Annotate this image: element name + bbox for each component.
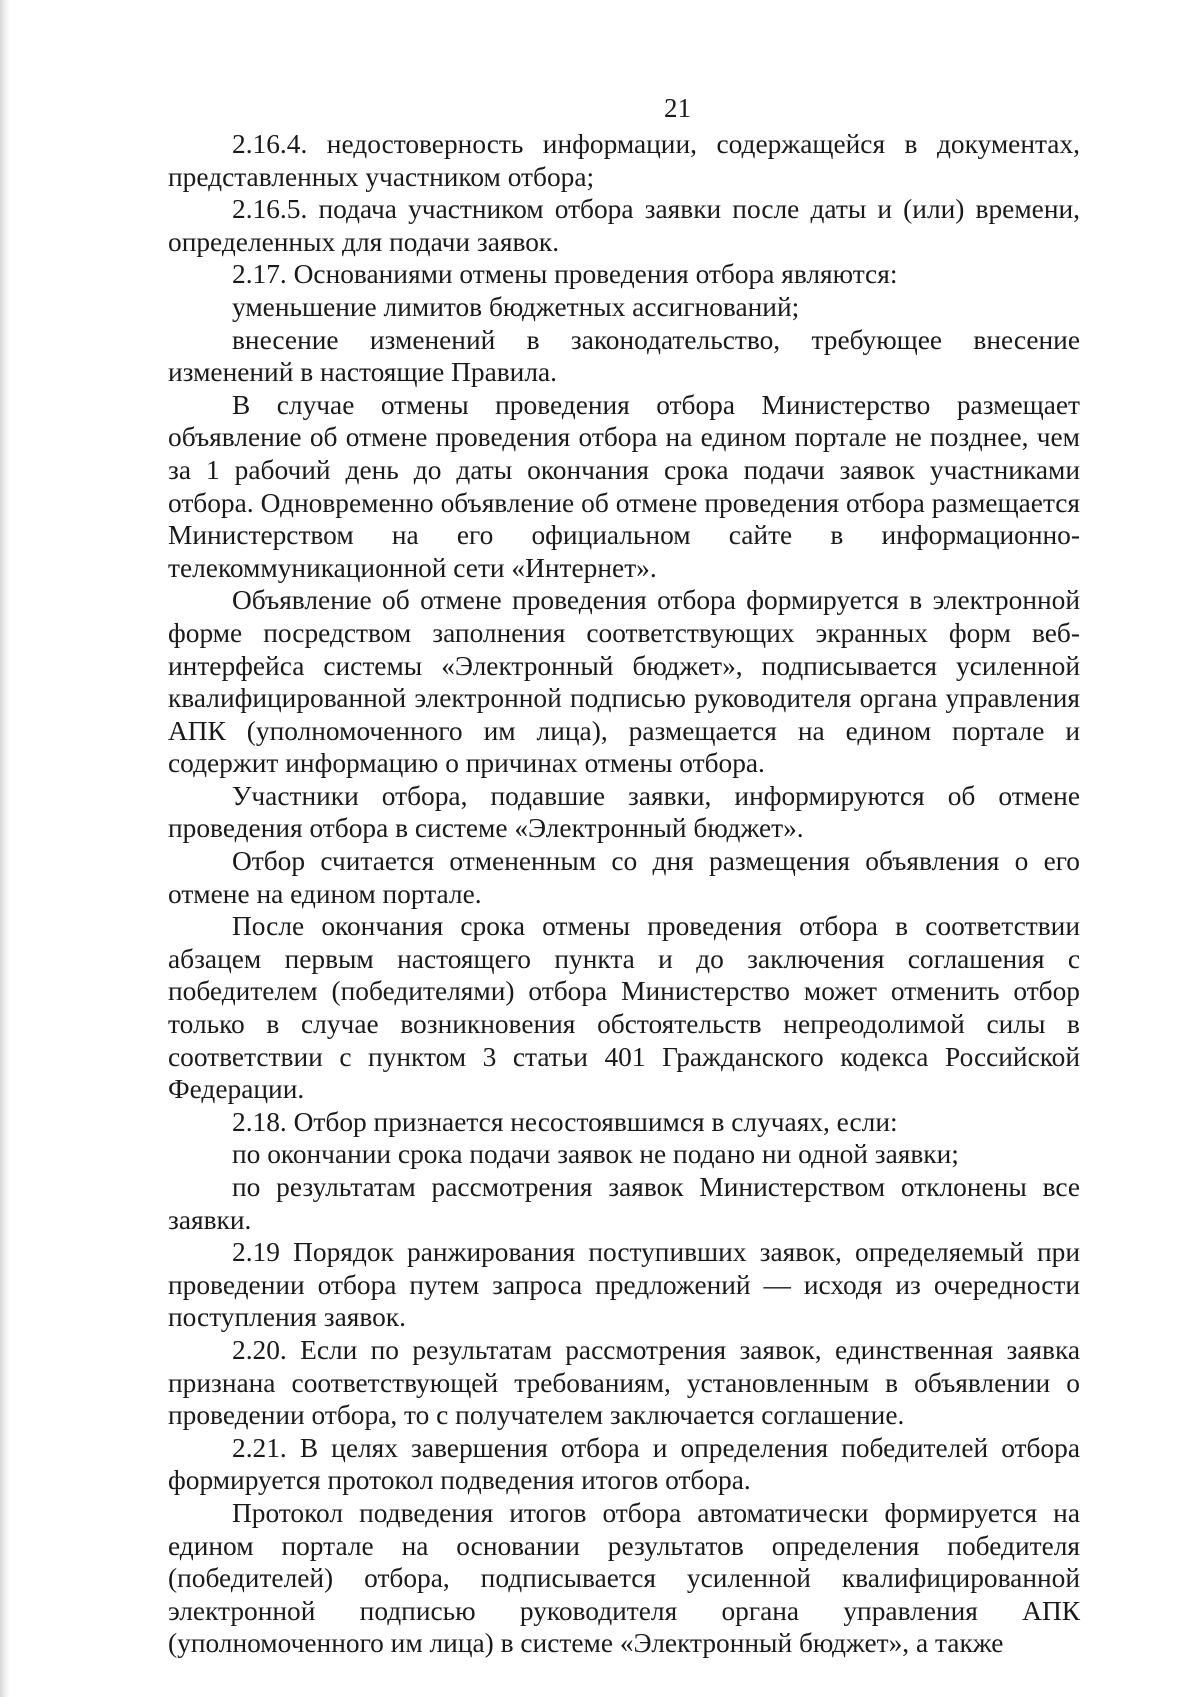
paragraph-2-18: 2.18. Отбор признается несостоявшимся в случаях, если: (232, 1106, 898, 1137)
paragraph-2-18-item-1: по окончании срока подачи заявок не подано ни одной заявки; (232, 1139, 959, 1170)
paragraph-2-21: 2.21. В целях завершения отбора и определения победителей отбора формируется протокол подведения итогов отбора. (168, 1432, 1080, 1496)
paragraph-2-20: 2.20. Если по результатам рассмотрения заявок, единственная заявка признана соответствующей требованиям, установленным в объявлении о проведении отбора, то с получателем заключается соглашение. (168, 1334, 1080, 1431)
paragraph-2-17: 2.17. Основаниями отмены проведения отбора являются: (232, 259, 898, 290)
paragraph-2-16-4: 2.16.4. недостоверность информации, содержащейся в документах, представленных участником отбора; (168, 129, 1080, 192)
paragraph-2-17-item-2: внесение изменений в законодательство, требующее внесение изменений в настоящие Правила. (168, 324, 1080, 388)
paragraph-protocol: Протокол подведения итогов отбора автоматически формируется на едином портале на основании результатов определения победителя (победителей) отбора, подписывается усиленной квалифицированной электронной подписью руководителя органа управления АПК (уполномоченного им лица) в системе «Электронный бюджет», а также (168, 1497, 1080, 1659)
paragraph-participants-informed: Участники отбора, подавшие заявки, информируются об отмене проведения отбора в системе «Электронный бюджет». (168, 780, 1080, 844)
document-body (168, 128, 1080, 1660)
paragraph-2-16-5: 2.16.5. подача участником отбора заявки после даты и (или) времени, определенных для подачи заявок. (168, 194, 1080, 257)
paragraph-cancellation-effective: Отбор считается отмененным со дня размещения объявления о его отмене на едином портале. (168, 846, 1080, 909)
page-number: 21 (664, 93, 691, 123)
paragraph-2-19: 2.19 Порядок ранжирования поступивших заявок, определяемый при проведении отбора путем запроса предложений — исходя из очередности поступления заявок. (168, 1237, 1080, 1333)
scan-edge-shadow (0, 0, 10, 1697)
paragraph-cancellation-notice: В случае отмены проведения отбора Министерство размещает объявление об отмене проведения отбора на едином портале не позднее, чем за 1 рабочий день до даты окончания срока подачи заявок участниками отбора. Одновременно объявление об отмене проведения отбора размещается Министерством на его официальном сайте в информационно-телекоммуникационной сети «Интернет». (168, 389, 1080, 583)
paragraph-cancellation-form: Объявление об отмене проведения отбора формируется в электронной форме посредством заполнения соответствующих экранных форм веб-интерфейса системы «Электронный бюджет», подписывается усиленной квалифицированной электронной подписью руководителя органа управления АПК (уполномоченного им лица), размещается на едином портале и содержит информацию о причинах отмены отбора. (168, 585, 1080, 779)
paragraph-2-17-item-1: уменьшение лимитов бюджетных ассигнований; (232, 291, 800, 322)
paragraph-force-majeure: После окончания срока отмены проведения отбора в соответствии абзацем первым настоящего пункта и до заключения соглашения с победителем (победителями) отбора Министерство может отменить отбор только в случае возникновения обстоятельств непреодолимой силы в соответствии с пунктом 3 статьи 401 Гражданского кодекса Российской Федерации. (168, 911, 1080, 1105)
paragraph-2-18-item-2: по результатам рассмотрения заявок Министерством отклонены все заявки. (168, 1172, 1080, 1235)
